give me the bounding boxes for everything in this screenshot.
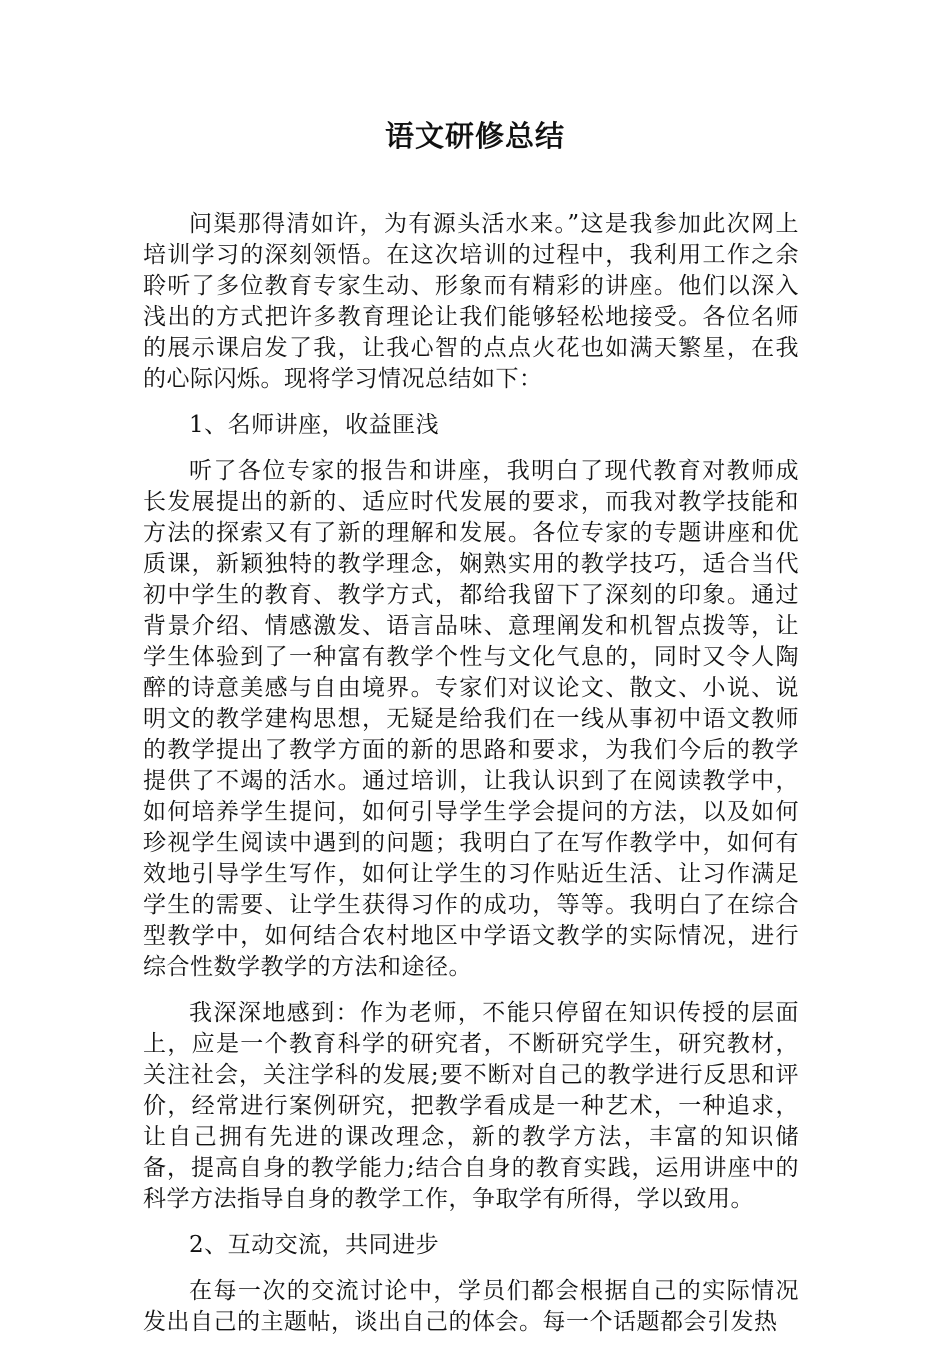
- section-heading-1: 1、名师讲座，收益匪浅: [189, 412, 440, 438]
- section-heading-2: 2、互动交流，共同进步: [189, 1232, 440, 1258]
- intro-paragraph: 问渠那得清如许，为有源头活水来。”这是我参加此次网上培训学习的深刻领悟。在这次培训的过程中，我利用工作之余聆听了多位教育专家生动、形象而有精彩的讲座。他们以深入浅出的方式把许多教育理论让我们能够轻松地接受。各位名师的展示课启发了我，让我心智的点点火花也如满天繁星，在我的心际闪烁。现将学习情况总结如下：: [143, 211, 799, 392]
- body-paragraph: 我深深地感到：作为老师，不能只停留在知识传授的层面上，应是一个教育科学的研究者，不断研究学生，研究教材，关注社会，关注学科的发展;要不断对自己的教学进行反思和评价，经常进行案例研究，把教学看成是一种艺术，一种追求，让自己拥有先进的课改理念，新的教学方法，丰富的知识储备，提高自身的教学能力;结合自身的教育实践，运用讲座中的科学方法指导自身的教学工作，争取学有所得，学以致用。: [143, 1000, 799, 1212]
- document-title: 语文研修总结: [384, 119, 565, 153]
- document-body: [143, 209, 799, 1353]
- body-paragraph: 在每一次的交流讨论中，学员们都会根据自己的实际情况发出自己的主题帖，谈出自己的体会。每一个话题都会引发热: [143, 1278, 799, 1335]
- body-paragraph: 听了各位专家的报告和讲座，我明白了现代教育对教师成长发展提出的新的、适应时代发展的要求，而我对教学技能和方法的探索又有了新的理解和发展。各位专家的专题讲座和优质课，新颖独特的教学理念，娴熟实用的教学技巧，适合当代初中学生的教育、教学方式，都给我留下了深刻的印象。通过背景介绍、情感激发、语言品味、意理阐发和机智点拨等，让学生体验到了一种富有教学个性与文化气息的，同时又令人陶醉的诗意美感与自由境界。专家们对议论文、散文、小说、说明文的教学建构思想，无疑是给我们在一线从事初中语文教师的教学提出了教学方面的新的思路和要求，为我们今后的教学提供了不竭的活水。通过培训，让我认识到了在阅读教学中，如何培养学生提问，如何引导学生学会提问的方法，以及如何珍视学生阅读中遇到的问题；我明白了在写作教学中，如何有效地引导学生写作，如何让学生的习作贴近生活、让习作满足学生的需要、让学生获得习作的成功，等等。我明白了在综合型教学中，如何结合农村地区中学语文教学的实际情况，进行综合性数学教学的方法和途径。: [143, 458, 799, 980]
